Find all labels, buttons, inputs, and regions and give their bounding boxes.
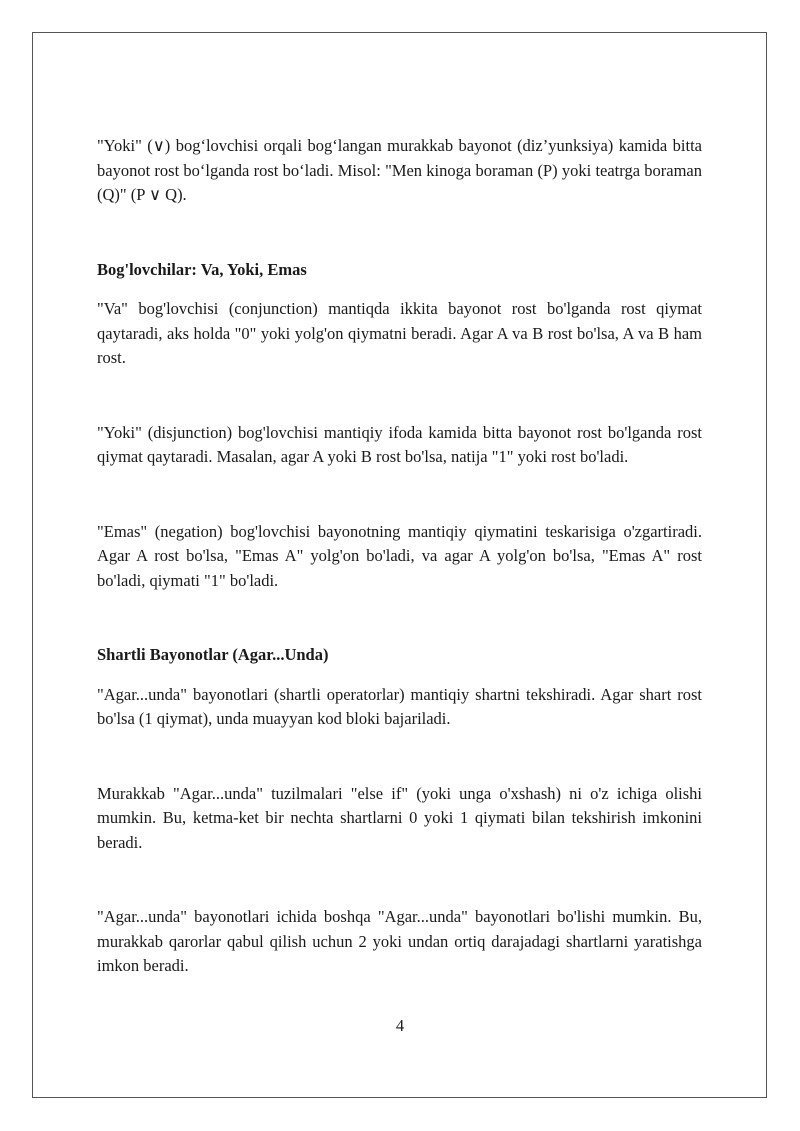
- page-number: 4: [395, 1016, 405, 1035]
- paragraph-yoki: "Yoki" (disjunction) bog'lovchisi mantiqiy ifoda kamida bitta bayonot rost bo'lganda rost qiymat qaytaradi. Masalan, agar A yoki B rost bo'lsa, natija "1" yoki rost bo'ladi.: [97, 422, 702, 466]
- spacer: [97, 371, 702, 421]
- paragraph-yoki-intro: "Yoki" (∨) bog‘lovchisi orqali bog‘langan murakkab bayonot (diz’yunksiya) kamida bitta bayonot rost bo‘lganda rost bo‘ladi. Misol: "Men kinoga boraman (P) yoki teatrga boraman (Q)" (P ∨ Q).: [97, 136, 702, 204]
- paragraph-emas: "Emas" (negation) bog'lovchisi bayonotning mantiqiy qiymatini teskarisiga o'zgartiradi. Agar A rost bo'lsa, "Emas A" yolg'on bo'ladi, va agar A yolg'on bo'lsa, "Emas A" rost bo'ladi, qiymati "1" bo'ladi.: [97, 521, 702, 590]
- spacer: [97, 208, 702, 258]
- spacer: [97, 732, 702, 782]
- paragraph-nested: "Agar...unda" bayonotlari ichida boshqa "Agar...unda" bayonotlari bo'lishi mumkin. Bu, murakkab qarorlar qabul qilish uchun 2 yoki undan ortiq darajadagi shartlarni yaratishga imkon beradi.: [97, 907, 702, 975]
- paragraph-va: "Va" bog'lovchisi (conjunction) mantiqda ikkita bayonot rost bo'lganda rost qiymat qaytaradi, aks holda "0" yoki yolg'on qiymatni beradi. Agar A va B rost bo'lsa, A va B ham rost.: [97, 299, 702, 367]
- section-heading-shartli: Shartli Bayonotlar (Agar...Unda): [97, 645, 329, 664]
- paragraph-agar-unda: "Agar...unda" bayonotlari (shartli operatorlar) mantiqiy shartni tekshiradi. Agar shart rost bo'lsa (1 qiymat), unda muayyan kod bloki bajariladi.: [97, 684, 702, 728]
- document-body: [97, 134, 702, 979]
- spacer: [97, 470, 702, 520]
- spacer: [97, 593, 702, 643]
- paragraph-murakkab: Murakkab "Agar...unda" tuzilmalari "else if" (yoki unga o'xshash) ni o'z ichiga olishi mumkin. Bu, ketma-ket bir nechta shartlarni 0 yoki 1 qiymati bilan tekshirish imkonini beradi.: [97, 783, 702, 852]
- spacer: [97, 282, 702, 297]
- spacer: [97, 668, 702, 683]
- section-heading-boglovchilar: Bog'lovchilar: Va, Yoki, Emas: [97, 259, 307, 279]
- spacer: [97, 855, 702, 905]
